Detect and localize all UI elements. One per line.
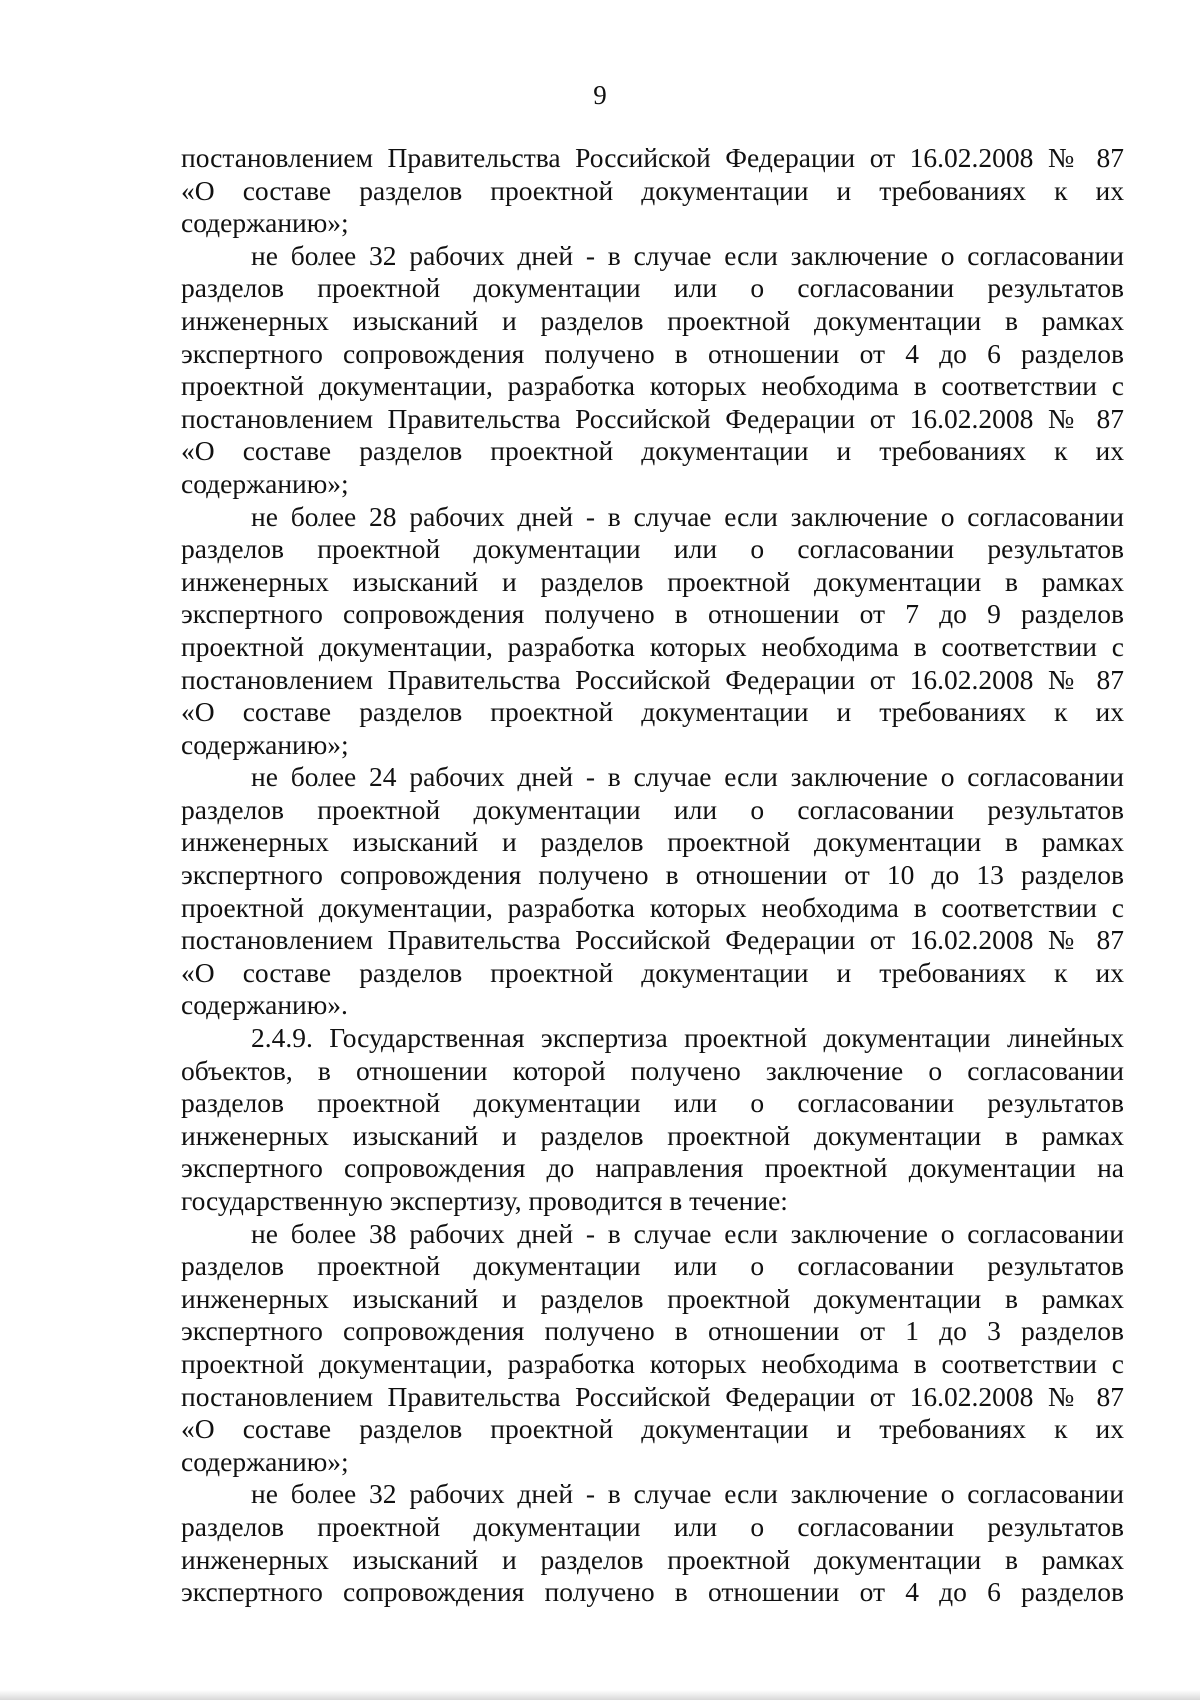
document-body [181, 142, 1124, 1609]
text-line: «О составе разделов проектной документации и требованиях к их [181, 435, 1124, 467]
text-line: содержанию». [181, 989, 348, 1021]
page-number: 9 [593, 80, 607, 110]
text-line: инженерных изысканий и разделов проектной документации в рамках [181, 1543, 1124, 1575]
text-line: инженерных изысканий и разделов проектной документации в рамках [181, 826, 1124, 858]
text-line: не более 32 рабочих дней - в случае если заключение о согласовании [251, 239, 1124, 271]
text-line: постановлением Правительства Российской Федерации от 16.02.2008 № 87 [181, 663, 1124, 695]
text-line: постановлением Правительства Российской Федерации от 16.02.2008 № 87 [181, 1380, 1124, 1412]
text-line: не более 32 рабочих дней - в случае если заключение о согласовании [251, 1478, 1124, 1510]
text-line: разделов проектной документации или о согласовании результатов [181, 1087, 1124, 1119]
text-line: экспертного сопровождения получено в отношении от 4 до 6 разделов [181, 337, 1124, 369]
text-line: «О составе разделов проектной документации и требованиях к их [181, 1413, 1124, 1445]
text-line: проектной документации, разработка которых необходима в соответствии с [181, 891, 1124, 923]
text-line: государственную экспертизу, проводится в течение: [181, 1185, 788, 1216]
text-line: инженерных изысканий и разделов проектной документации в рамках [181, 1119, 1124, 1151]
text-line: разделов проектной документации или о согласовании результатов [181, 533, 1124, 565]
text-line: содержанию»; [181, 207, 349, 239]
text-line: экспертного сопровождения до направления проектной документации на [181, 1152, 1124, 1184]
text-line: 2.4.9. Государственная экспертиза проектной документации линейных [251, 1022, 1124, 1054]
text-line: экспертного сопровождения получено в отношении от 4 до 6 разделов [181, 1576, 1124, 1608]
text-line: экспертного сопровождения получено в отношении от 1 до 3 разделов [181, 1315, 1124, 1347]
text-line: разделов проектной документации или о согласовании результатов [181, 793, 1124, 825]
text-line: содержанию»; [181, 728, 349, 760]
text-line: не более 28 рабочих дней - в случае если заключение о согласовании [251, 500, 1124, 532]
text-line: «О составе разделов проектной документации и требованиях к их [181, 174, 1124, 206]
text-line: постановлением Правительства Российской Федерации от 16.02.2008 № 87 [181, 402, 1124, 434]
text-line: «О составе разделов проектной документации и требованиях к их [181, 696, 1124, 728]
text-line: постановлением Правительства Российской Федерации от 16.02.2008 № 87 [181, 924, 1124, 956]
text-line: не более 24 рабочих дней - в случае если заключение о согласовании [251, 761, 1124, 793]
text-line: экспертного сопровождения получено в отношении от 7 до 9 разделов [181, 598, 1124, 630]
text-line: экспертного сопровождения получено в отношении от 10 до 13 разделов [181, 859, 1124, 891]
page-bottom-edge [0, 1690, 1200, 1700]
text-line: инженерных изысканий и разделов проектной документации в рамках [181, 1282, 1124, 1314]
text-line: «О составе разделов проектной документации и требованиях к их [181, 956, 1124, 988]
text-line: разделов проектной документации или о согласовании результатов [181, 1250, 1124, 1282]
text-line: не более 38 рабочих дней - в случае если заключение о согласовании [251, 1217, 1124, 1249]
text-line: объектов, в отношении которой получено заключение о согласовании [181, 1054, 1124, 1086]
text-line: содержанию»; [181, 1445, 349, 1477]
text-line: постановлением Правительства Российской Федерации от 16.02.2008 № 87 [181, 142, 1124, 173]
text-line: содержанию»; [181, 467, 349, 499]
text-line: разделов проектной документации или о согласовании результатов [181, 272, 1124, 304]
text-line: инженерных изысканий и разделов проектной документации в рамках [181, 304, 1124, 336]
text-line: проектной документации, разработка которых необходима в соответствии с [181, 1347, 1124, 1379]
text-line: разделов проектной документации или о согласовании результатов [181, 1510, 1124, 1542]
text-line: проектной документации, разработка которых необходима в соответствии с [181, 630, 1124, 662]
text-line: проектной документации, разработка которых необходима в соответствии с [181, 370, 1124, 402]
text-line: инженерных изысканий и разделов проектной документации в рамках [181, 565, 1124, 597]
